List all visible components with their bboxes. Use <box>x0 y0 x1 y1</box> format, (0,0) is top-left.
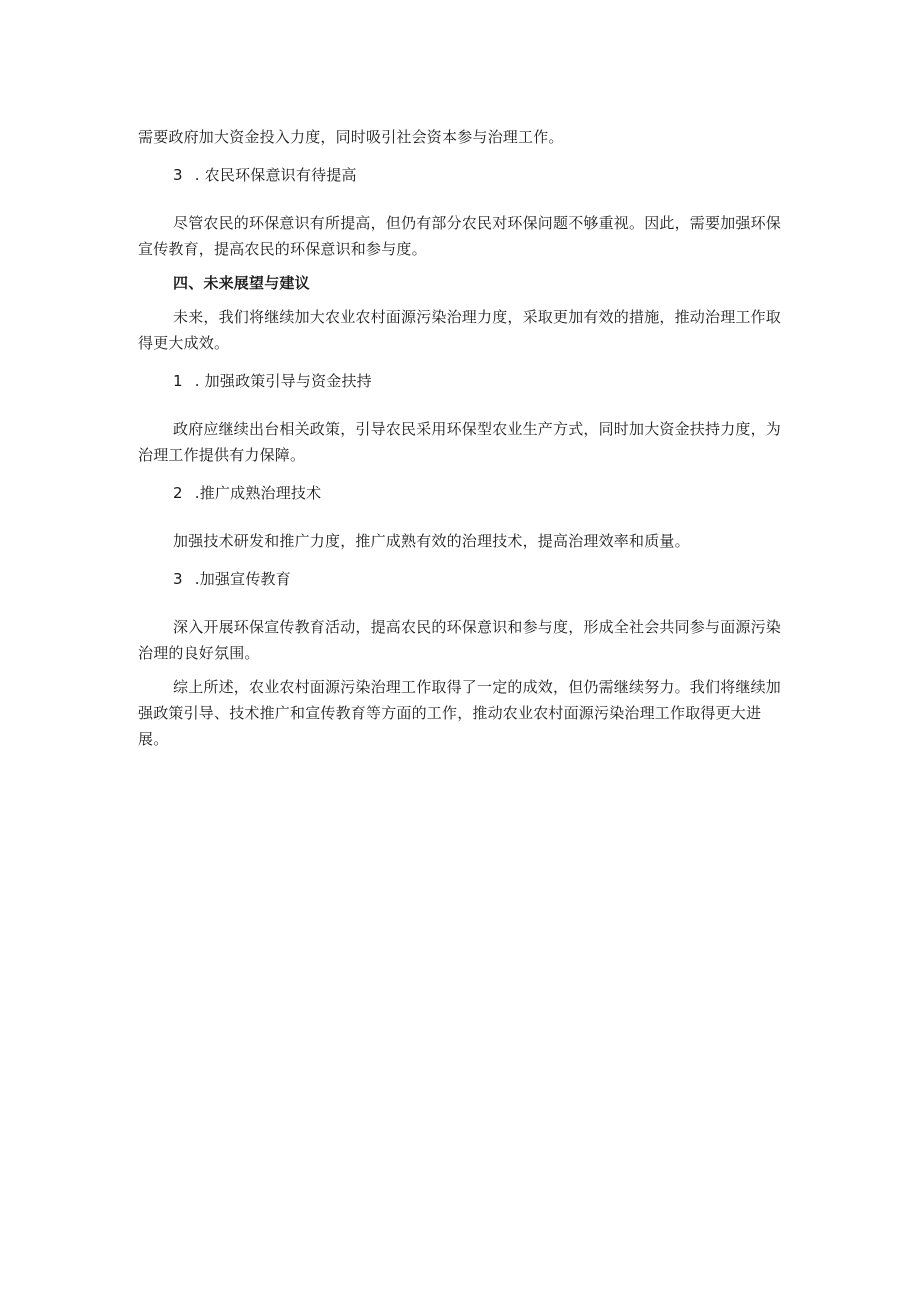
list-item-label: . 加强政策引导与资金扶持 <box>194 372 372 390</box>
paragraph-funding: 需要政府加大资金投入力度，同时吸引社会资本参与治理工作。 <box>138 128 564 146</box>
list-item-label: . 农民环保意识有待提高 <box>194 166 357 184</box>
paragraph-future: 未来，我们将继续加大农业农村面源污染治理力度，采取更加有效的措施，推动治理工作取得更大成效。 <box>138 308 782 352</box>
list-item-label: .加强宣传教育 <box>194 570 291 588</box>
list-item-policy <box>138 368 788 394</box>
list-item-farmer-awareness <box>138 162 788 188</box>
paragraph-technology: 加强技术研发和推广力度，推广成熟有效的治理技术，提高治理效率和质量。 <box>173 532 690 550</box>
list-item-technology <box>138 480 788 506</box>
paragraph-policy: 政府应继续出台相关政策，引导农民采用环保型农业生产方式，同时加大资金扶持力度，为治理工作提供有力保障。 <box>138 420 782 464</box>
list-item-label: .推广成熟治理技术 <box>194 484 322 502</box>
list-item-number: 3 <box>173 570 183 588</box>
paragraph-conclusion: 综上所述，农业农村面源污染治理工作取得了一定的成效，但仍需继续努力。我们将继续加强政策引导、技术推广和宣传教育等方面的工作，推动农业农村面源污染治理工作取得更大进展。 <box>138 678 782 748</box>
list-item-number: 2 <box>173 484 183 502</box>
list-item-education <box>138 566 788 592</box>
list-item-number: 3 <box>173 166 183 184</box>
section-heading-future: 四、未来展望与建议 <box>173 274 310 292</box>
list-item-number: 1 <box>173 372 183 390</box>
paragraph-farmer-awareness: 尽管农民的环保意识有所提高，但仍有部分农民对环保问题不够重视。因此，需要加强环保宣传教育，提高农民的环保意识和参与度。 <box>138 214 782 258</box>
paragraph-education: 深入开展环保宣传教育活动，提高农民的环保意识和参与度，形成全社会共同参与面源污染治理的良好氛围。 <box>138 618 782 662</box>
document-body <box>138 124 788 752</box>
